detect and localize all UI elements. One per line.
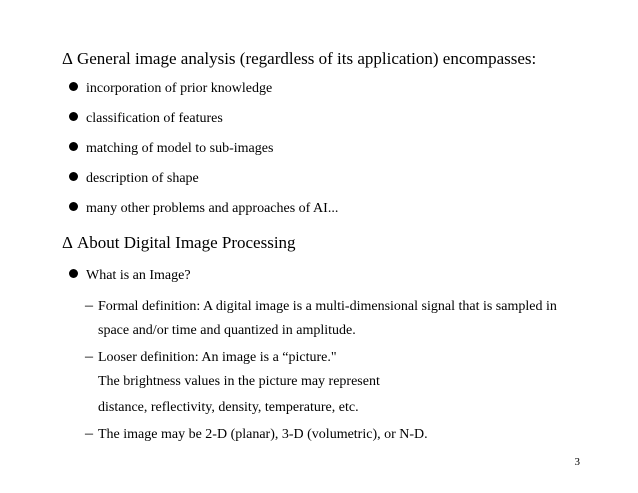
bullet-dot-icon (69, 172, 78, 181)
dash-item-text: Looser definition: An image is a “picture." (98, 350, 337, 365)
dash-mark: – (85, 425, 93, 442)
list-item (69, 111, 223, 127)
list-item-text: description of shape (86, 171, 199, 186)
dash-item-continuation: distance, reflectivity, density, temperature, etc. (98, 400, 359, 415)
list-item-text: many other problems and approaches of AI... (86, 201, 339, 216)
bullet-dot-icon (69, 112, 78, 121)
bullet-dot-icon (69, 142, 78, 151)
heading-text: About Digital Image Processing (76, 233, 296, 252)
dash-item-text: The image may be 2-D (planar), 3-D (volumetric), or N-D. (98, 427, 428, 442)
list-item (69, 171, 199, 187)
dash-item-continuation: space and/or time and quantized in amplitude. (98, 323, 356, 338)
dash-item-formal (85, 297, 557, 315)
dash-item-continuation: The brightness values in the picture may represent (98, 374, 380, 389)
list-item (69, 201, 338, 217)
delta-symbol: Δ (62, 233, 73, 252)
list-item-text: matching of model to sub-images (86, 141, 274, 156)
dash-item-looser (85, 348, 337, 366)
delta-symbol: Δ (62, 49, 73, 68)
section-heading-general (62, 49, 536, 69)
page-number: 3 (574, 456, 580, 468)
bullet-dot-icon (69, 82, 78, 91)
section-heading-about (62, 233, 296, 253)
list-item (69, 141, 273, 157)
list-item (69, 81, 272, 97)
heading-text: General image analysis (regardless of its application) encompasses: (76, 49, 537, 68)
list-item-text: What is an Image? (86, 268, 191, 283)
list-item-text: classification of features (86, 111, 223, 126)
dash-mark: – (85, 348, 93, 365)
bullet-dot-icon (69, 202, 78, 211)
dash-item-dimensions (85, 425, 428, 443)
list-item (69, 268, 191, 284)
bullet-dot-icon (69, 269, 78, 278)
dash-mark: – (85, 297, 93, 314)
list-item-text: incorporation of prior knowledge (86, 81, 273, 96)
dash-item-text: Formal definition: A digital image is a multi-dimensional signal that is sampled in (98, 299, 557, 314)
